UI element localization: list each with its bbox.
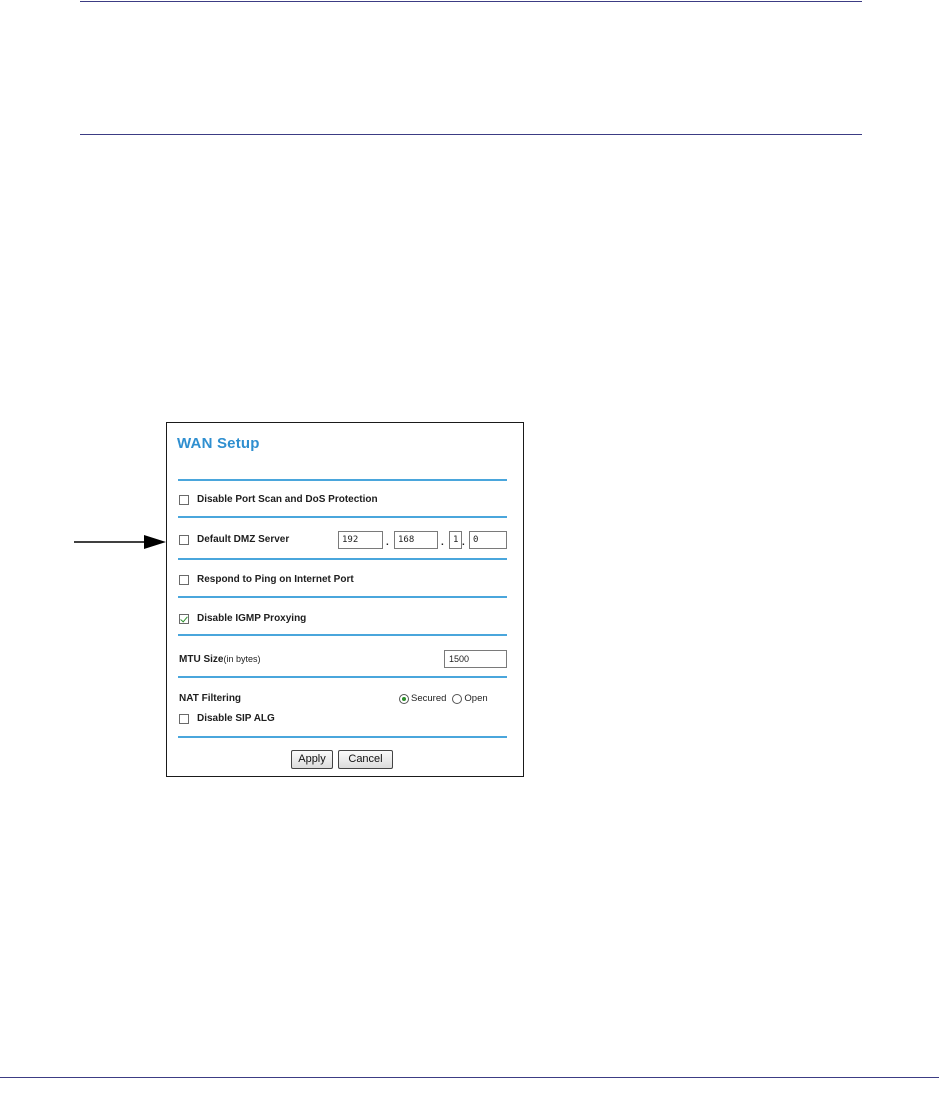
- separator: [178, 558, 507, 560]
- disable-igmp-checkbox[interactable]: [179, 614, 189, 624]
- nat-secured-radio[interactable]: [399, 694, 409, 704]
- nat-filtering-label: NAT Filtering: [179, 693, 242, 704]
- separator: [178, 596, 507, 598]
- mtu-sublabel: (in bytes): [223, 654, 261, 664]
- nat-open-label: Open: [464, 693, 488, 704]
- header-rule-top: [80, 1, 862, 2]
- panel-title: WAN Setup: [177, 435, 260, 452]
- ip-separator: .: [441, 537, 444, 548]
- disable-sip-row: [179, 713, 275, 724]
- separator: [178, 479, 507, 481]
- respond-ping-checkbox[interactable]: [179, 575, 189, 585]
- cancel-button[interactable]: Cancel: [338, 750, 393, 769]
- dmz-ip-octet-2[interactable]: 168: [394, 531, 438, 549]
- nat-filtering-row: [179, 693, 241, 704]
- disable-igmp-row: [179, 613, 306, 624]
- separator: [178, 736, 507, 738]
- apply-button[interactable]: Apply: [291, 750, 333, 769]
- ip-separator: .: [386, 537, 389, 548]
- header-rule-bottom: [80, 134, 862, 135]
- nat-filtering-options: [399, 693, 494, 704]
- separator: [178, 634, 507, 636]
- mtu-label: [179, 654, 260, 665]
- mtu-input[interactable]: 1500: [444, 650, 507, 668]
- dmz-checkbox[interactable]: [179, 535, 189, 545]
- dmz-label: Default DMZ Server: [197, 534, 290, 545]
- disable-sip-label: Disable SIP ALG: [197, 713, 275, 724]
- dmz-ip-octet-4[interactable]: 0: [469, 531, 507, 549]
- nat-open-radio[interactable]: [452, 694, 462, 704]
- disable-port-scan-row: [179, 494, 378, 505]
- mtu-label-text: MTU Size: [179, 654, 224, 665]
- ip-separator: .: [462, 537, 465, 548]
- respond-ping-row: [179, 574, 354, 585]
- disable-port-scan-label: Disable Port Scan and DoS Protection: [197, 494, 378, 505]
- disable-igmp-label: Disable IGMP Proxying: [197, 613, 307, 624]
- dmz-ip-octet-1[interactable]: 192: [338, 531, 383, 549]
- footer-rule: [0, 1077, 939, 1078]
- respond-ping-label: Respond to Ping on Internet Port: [197, 574, 354, 585]
- separator: [178, 516, 507, 518]
- callout-arrow-icon: [74, 532, 166, 552]
- disable-sip-checkbox[interactable]: [179, 714, 189, 724]
- separator: [178, 676, 507, 678]
- dmz-ip-octet-3[interactable]: 1: [449, 531, 462, 549]
- dmz-row: [179, 534, 289, 545]
- disable-port-scan-checkbox[interactable]: [179, 495, 189, 505]
- nat-secured-label: Secured: [411, 693, 447, 704]
- wan-setup-panel: [166, 422, 524, 777]
